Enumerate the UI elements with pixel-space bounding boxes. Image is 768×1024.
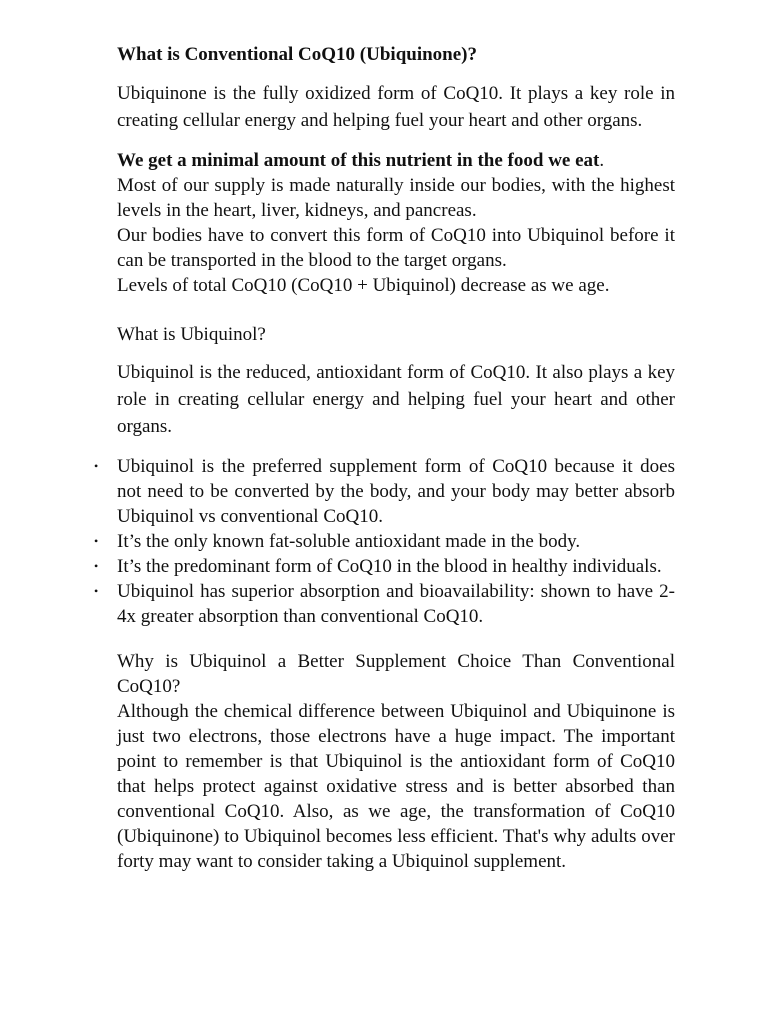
list-item	[94, 529, 675, 554]
conventional-coq10-heading: What is Conventional CoQ10 (Ubiquinone)?	[117, 44, 478, 65]
ubiquinol-benefits-list	[94, 454, 675, 629]
document-page	[94, 42, 675, 874]
bullet-icon: •	[94, 534, 99, 548]
list-item-text: Ubiquinol has superior absorption and bioavailability: shown to have 2-4x greater absorption than conventional CoQ10.	[117, 581, 675, 627]
ubiquinol-intro-paragraph: Ubiquinol is the reduced, antioxidant form of CoQ10. It also plays a key role in creating cellular energy and helping fuel your heart and other organs.	[117, 362, 675, 437]
list-item-text: It’s the predominant form of CoQ10 in the blood in healthy individuals.	[117, 556, 662, 577]
better-choice-heading: Why is Ubiquinol a Better Supplement Choice Than Conventional CoQ10?	[117, 651, 675, 697]
ubiquinone-intro-paragraph: Ubiquinone is the fully oxidized form of CoQ10. It plays a key role in creating cellular energy and helping fuel your heart and other organs.	[117, 83, 675, 131]
minimal-nutrient-period: .	[599, 150, 605, 171]
minimal-nutrient-bold-text: We get a minimal amount of this nutrient in the food we eat	[117, 150, 600, 171]
better-choice-paragraph: Although the chemical difference between Ubiquinol and Ubiquinone is just two electrons, those electrons have a huge impact. The important point to remember is that Ubiquinol is the antioxidant form of CoQ10 that helps protect against oxidative stress and is better absorbed than conventional CoQ10. Also, as we age, the transformation of CoQ10 (Ubiquinone) to Ubiquinol becomes less efficient. That's why adults over forty may want to consider taking a Ubiquinol supplement.	[117, 701, 675, 872]
supply-sentence: Most of our supply is made naturally inside our bodies, with the highest levels in the heart, liver, kidneys, and pancreas.	[117, 175, 675, 221]
list-item-text: It’s the only known fat-soluble antioxidant made in the body.	[117, 531, 581, 552]
list-item	[94, 454, 675, 529]
list-item	[94, 554, 675, 579]
aging-sentence: Levels of total CoQ10 (CoQ10 + Ubiquinol) decrease as we age.	[117, 275, 610, 296]
bullet-icon: •	[94, 559, 99, 573]
conversion-sentence: Our bodies have to convert this form of CoQ10 into Ubiquinol before it can be transported in the blood to the target organs.	[117, 225, 675, 271]
minimal-nutrient-line	[117, 148, 675, 173]
ubiquinone-details-paragraph	[117, 148, 675, 298]
ubiquinol-heading: What is Ubiquinol?	[117, 324, 266, 345]
bullet-icon: •	[94, 459, 99, 473]
bullet-icon: •	[94, 584, 99, 598]
list-item	[94, 579, 675, 629]
list-item-text: Ubiquinol is the preferred supplement form of CoQ10 because it does not need to be converted by the body, and your body may better absorb Ubiquinol vs conventional CoQ10.	[117, 456, 675, 527]
